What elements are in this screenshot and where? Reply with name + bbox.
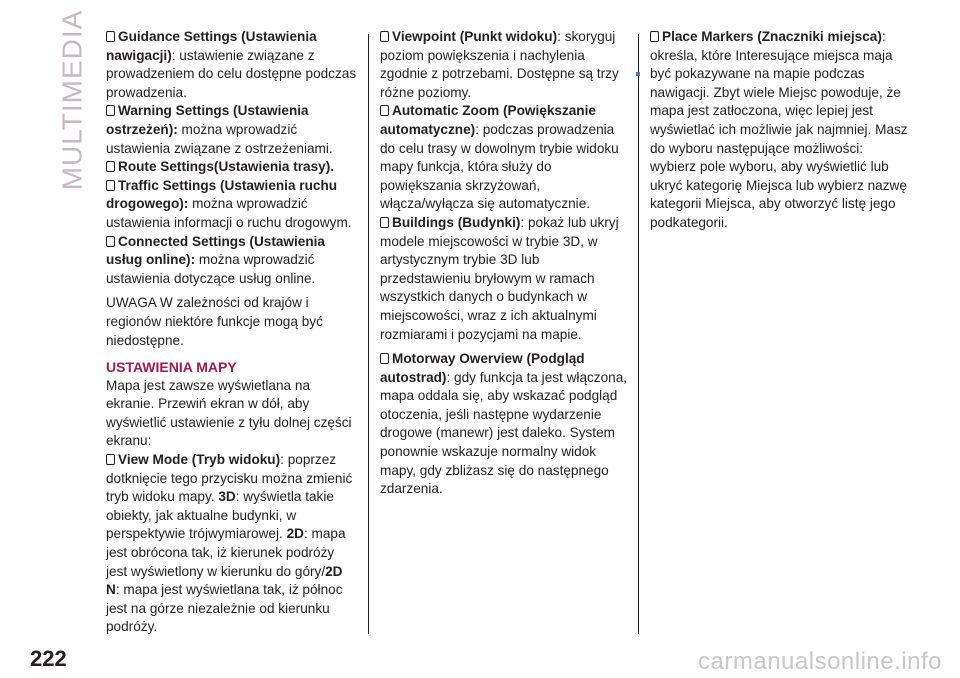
margin-marker <box>636 72 640 76</box>
route-settings-item: Route Settings(Ustawienia trasy). <box>106 158 358 177</box>
column-2 <box>380 28 632 499</box>
automatic-zoom-item: Automatic Zoom (Powiększanie automatyczne): podczas prowadzenia do celu trasy w dowolnym trybie widoku mapy funkcja, która służy do powiększania skrzyżowań, włącza/wyłącza się automatycznie. <box>380 103 619 212</box>
place-markers-item: Place Markers (Znaczniki miejsca): określa, które Interesujące miejsca maja być pokazywane na mapie podczas nawigacji. Zbyt wiele Miejsc powoduje, że mapa jest zatłoczona, więc lepiej jest wyświetlać ich możliwie jak najmniej. Masz do wyboru następujące możliwości: wybierz pole wyboru, aby wyświetlić lub ukryć kategorię Miejsca lub wybierz nazwę kategorii Miejsca, aby otworzyć listę jego podkategorii. <box>650 29 908 230</box>
view-mode-item: View Mode (Tryb widoku): poprzez dotknięcie tego przycisku można zmienić tryb widoku mapy. 3D: wyświetla takie obiekty, jak aktualne budynki, w perspektywie trójwymiarowej. 2D: mapa jest obrócona tak, iż kierunek podróży jest wyświetlony w kierunku do góry/2D N: mapa jest wyświetlana tak, iż północ jest na górze niezależnie od kierunku podróży. <box>106 452 353 635</box>
watermark-text: carmanualsonline.info <box>698 648 942 675</box>
checkbox-bullet-icon <box>106 236 115 247</box>
map-intro-text: Mapa jest zawsze wyświetlana na ekranie. Przewiń ekran w dół, aby wyświetlić ustawienie z tyłu dolnej części ekranu: <box>106 377 352 449</box>
note-text: UWAGA W zależności od krajów i regionów niektóre funkcje mogą być niedostępne. <box>106 295 323 348</box>
checkbox-bullet-icon <box>106 105 115 116</box>
section-tab <box>52 9 92 191</box>
column-1 <box>106 28 358 637</box>
guidance-settings-item: Guidance Settings (Ustawienia nawigacji): ustawienie związane z prowadzeniem do celu dostępne podczas prowadzenia. <box>106 29 357 100</box>
buildings-item: Buildings (Budynki): pokaż lub ukryj modele miejscowości w trybie 3D, w artystycznym trybie 3D lub przedstawieniu bryłowym w ramach wszystkich danych o budynkach w miejscowości, wraz z ich aktualnymi rozmiarami i pozycjami na mapie. <box>380 214 619 342</box>
page-number: 222 <box>30 646 67 671</box>
section-tab-label: MULTIMEDIA <box>56 9 88 191</box>
checkbox-bullet-icon <box>106 31 115 42</box>
checkbox-bullet-icon <box>380 217 389 228</box>
checkbox-bullet-icon <box>106 161 115 172</box>
checkbox-bullet-icon <box>380 353 389 364</box>
motorway-overview-item: Motorway Owerview (Podgląd autostrad): gdy funkcja ta jest włączona, mapa oddala się, aby wskazać podgląd otoczenia, jeśli następne wydarzenie drogowe (manewr) jest daleko. System ponownie wskazuje normalny widok mapy, gdy zbliżasz się do następnego zdarzenia. <box>380 351 628 497</box>
checkbox-bullet-icon <box>106 180 115 191</box>
connected-settings-item: Connected Settings (Ustawienia usług online): można wprowadzić ustawienia dotyczące usług online. <box>106 233 325 286</box>
checkbox-bullet-icon <box>380 31 389 42</box>
checkbox-bullet-icon <box>650 31 659 42</box>
checkbox-bullet-icon <box>380 105 389 116</box>
traffic-settings-item: Traffic Settings (Ustawienia ruchu drogowego): można wprowadzić ustawienia informacji o ruchu drogowym. <box>106 177 352 230</box>
column-divider <box>368 34 369 634</box>
column-3 <box>650 28 912 233</box>
column-divider <box>638 34 639 634</box>
warning-settings-item: Warning Settings (Ustawienia ostrzeżeń): można wprowadzić ustawienia związane z ostrzeżeniami. <box>106 103 333 156</box>
section-heading: USTAWIENIA MAPY <box>106 359 237 376</box>
checkbox-bullet-icon <box>106 454 115 465</box>
viewpoint-item: Viewpoint (Punkt widoku): skoryguj poziom powiększenia i nachylenia zgodnie z potrzebami. Dostępne są trzy różne poziomy. <box>380 29 619 100</box>
